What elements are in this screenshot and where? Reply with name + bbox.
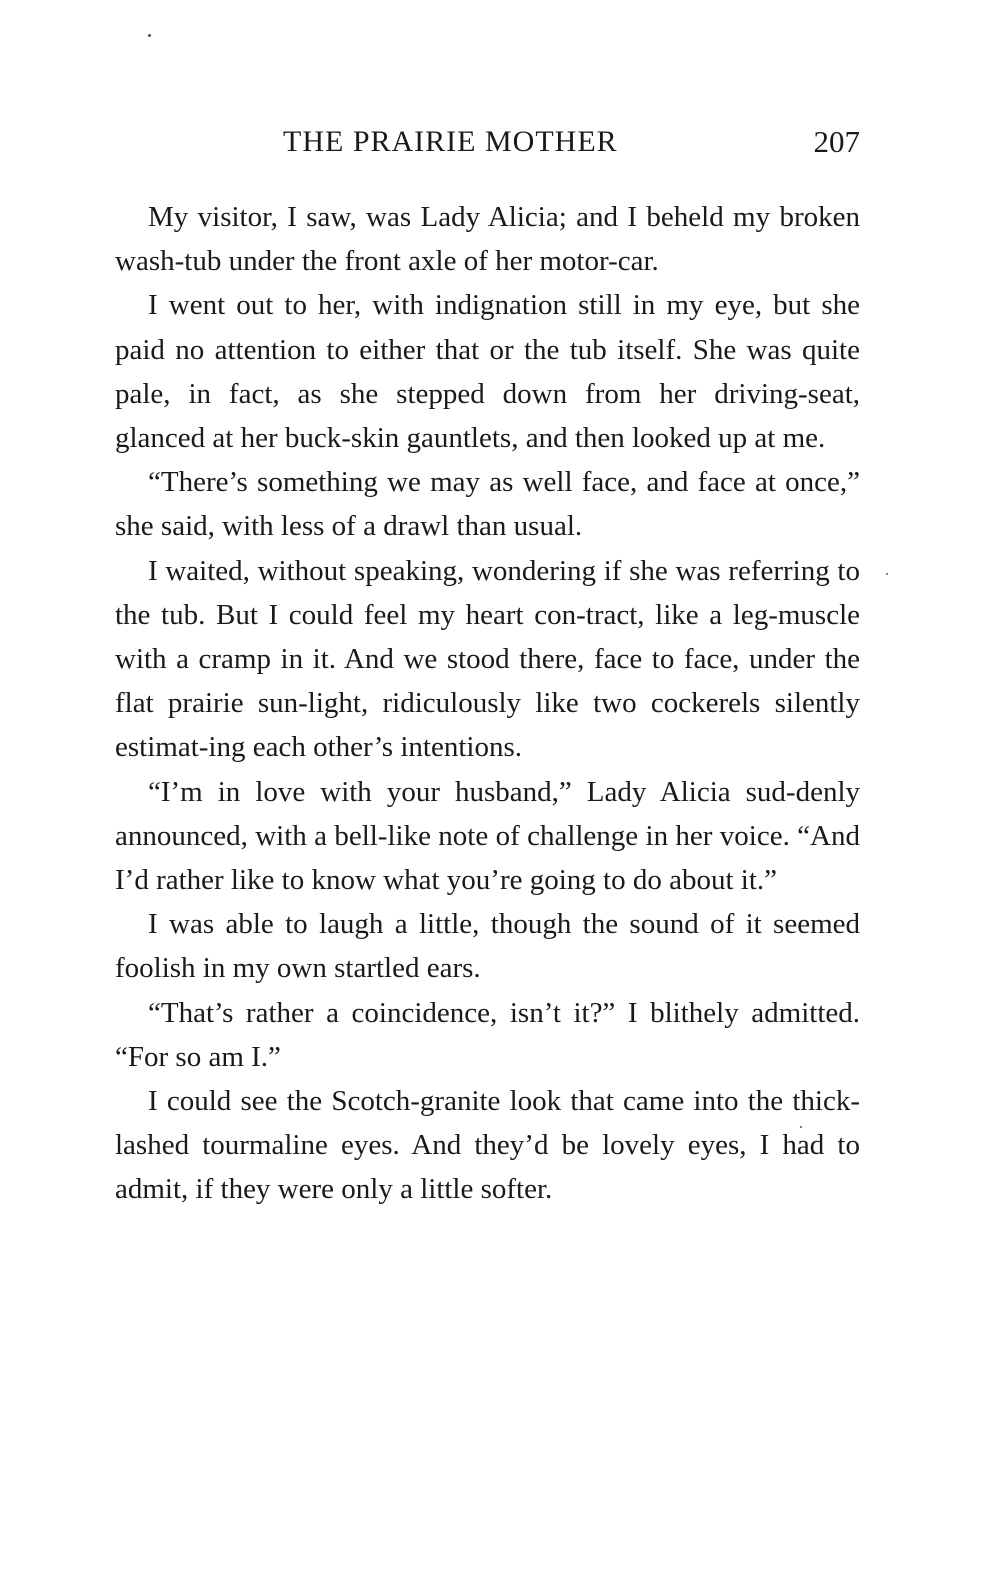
paragraph: I was able to laugh a little, though the sound of it seemed foolish in my own startled ears. xyxy=(115,908,860,985)
ink-speck xyxy=(148,34,151,37)
paragraph: My visitor, I saw, was Lady Alicia; and I beheld my broken wash-tub under the front axle of her motor-car. xyxy=(115,201,860,278)
ink-speck xyxy=(886,573,888,575)
ink-speck xyxy=(800,1126,802,1128)
paragraph: I waited, without speaking, wondering if she was referring to the tub. But I could feel my heart con-tract, like a leg-muscle with a cramp in it. And we stood there, face to face, under the flat prairie sun-light, ridiculously like two cockerels silently estimat-ing each other’s intentions. xyxy=(115,554,860,764)
running-title: THE PRAIRIE MOTHER xyxy=(283,125,618,158)
page-number: 207 xyxy=(813,124,860,159)
paragraph: “That’s rather a coincidence, isn’t it?” I blithely admitted. “For so am I.” xyxy=(115,996,860,1073)
running-head xyxy=(115,120,860,164)
paragraph: “I’m in love with your husband,” Lady Alicia sud-denly announced, with a bell-like note of challenge in her voice. “And I’d rather like to know what you’re going to do about it.” xyxy=(115,775,860,897)
paragraph: I went out to her, with indignation still in my eye, but she paid no attention to either that or the tub itself. She was quite pale, in fact, as she stepped down from her driving-seat, glanced at her buck-skin gauntlets, and then looked up at me. xyxy=(115,289,860,455)
paragraph: “There’s something we may as well face, and face at once,” she said, with less of a drawl than usual. xyxy=(115,466,860,543)
paragraph: I could see the Scotch-granite look that came into the thick-lashed tourmaline eyes. And they’d be lovely eyes, I had to admit, if they were only a little softer. xyxy=(115,1085,860,1206)
body-text xyxy=(115,195,860,1212)
